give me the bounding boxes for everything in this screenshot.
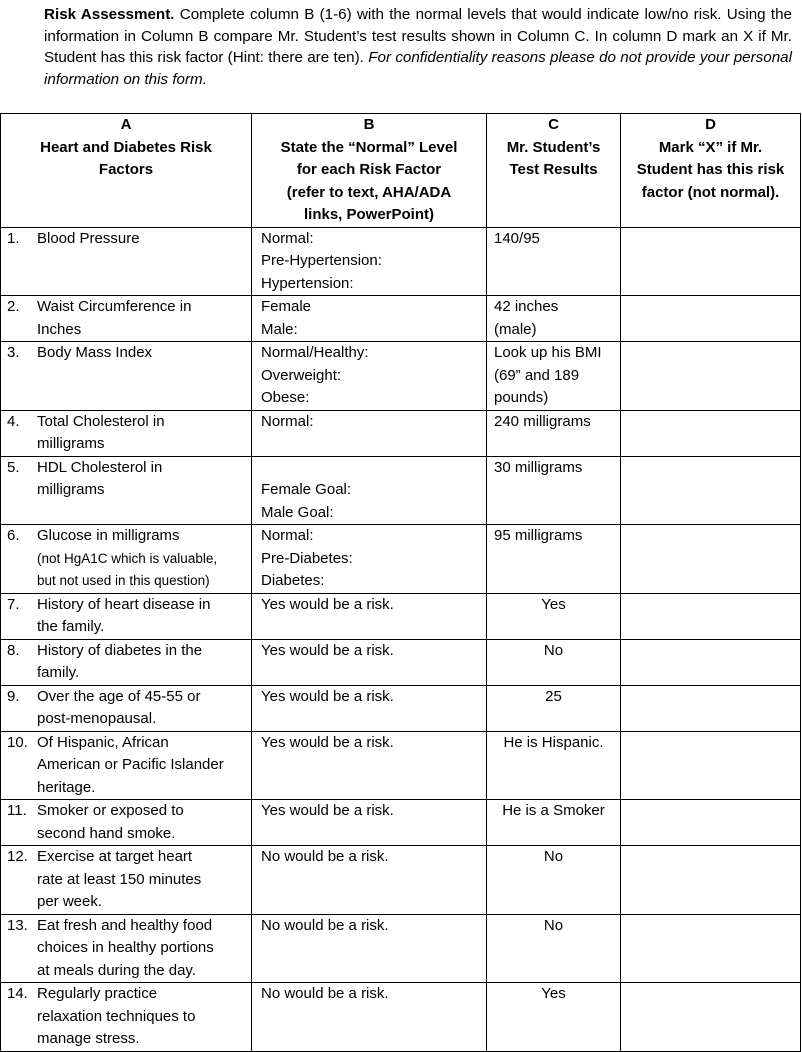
normal-level-cell[interactable]	[252, 456, 487, 525]
question-number	[14, 4, 44, 26]
mark-x-cell[interactable]	[621, 983, 801, 1052]
test-result-cell	[487, 685, 621, 731]
risk-factor-line: second hand smoke.	[37, 824, 176, 842]
normal-level-cell[interactable]	[252, 639, 487, 685]
risk-factor-line: Body Mass Index	[37, 344, 153, 361]
mark-x-cell[interactable]	[621, 846, 801, 915]
risk-factor-line: choices in healthy portions	[37, 939, 214, 956]
normal-level-label: Yes would be a risk.	[261, 733, 394, 751]
normal-level-label: Diabetes:	[261, 572, 325, 589]
header-test-results	[487, 114, 621, 228]
header-line: factor (not normal).	[641, 183, 780, 201]
test-result-value: No	[543, 641, 564, 659]
normal-level-label: Obese:	[261, 389, 310, 406]
table-row	[1, 685, 801, 731]
header-line: for each Risk Factor	[296, 161, 442, 178]
normal-level-cell[interactable]	[252, 410, 487, 456]
instructions-text: Complete column B (1-6) with the normal levels that would indicate low/no risk. Using the information in Column B compare Mr. Student’s test results shown in Column C. In column D mark an X if Mr. Student has this risk factor (Hint: there are ten).	[44, 6, 792, 66]
header-risk-factors	[1, 114, 252, 228]
table-row	[1, 914, 801, 983]
risk-factor-line: Glucose in milligrams	[37, 527, 180, 544]
risk-factor-cell	[1, 227, 252, 296]
header-normal-level	[252, 114, 487, 228]
risk-factor-cell	[1, 914, 252, 983]
normal-level-label: Pre-Hypertension:	[261, 252, 382, 269]
risk-factor-line: milligrams	[37, 435, 105, 452]
test-result-value: (69” and 189	[494, 366, 580, 384]
test-result-value: No	[543, 916, 564, 934]
risk-factor-line: rate at least 150 minutes	[37, 870, 202, 888]
mark-x-cell[interactable]	[621, 456, 801, 525]
risk-factor-line: at meals during the day.	[37, 961, 196, 979]
risk-factor-line: manage stress.	[37, 1030, 140, 1047]
row-number: 9.	[7, 687, 20, 705]
risk-factor-line: Inches	[37, 320, 82, 338]
test-result-value: He is a Smoker	[502, 802, 605, 819]
risk-factor-line: milligrams	[37, 481, 105, 498]
normal-level-label: No would be a risk.	[261, 916, 389, 934]
risk-factor-cell	[1, 296, 252, 342]
mark-x-cell[interactable]	[621, 410, 801, 456]
risk-factor-note: but not used in this question)	[37, 572, 210, 588]
normal-level-label: Normal:	[261, 527, 314, 544]
test-result-value: (male)	[494, 320, 537, 338]
column-letter: D	[705, 116, 716, 133]
normal-level-label: Pre-Diabetes:	[261, 549, 353, 567]
mark-x-cell[interactable]	[621, 914, 801, 983]
row-number: 8.	[7, 641, 20, 659]
row-number: 1.	[7, 229, 20, 247]
risk-factor-cell	[1, 983, 252, 1052]
row-number: 11.	[7, 802, 27, 819]
test-result-value: Look up his BMI	[494, 344, 602, 361]
risk-factor-line: relaxation techniques to	[37, 1007, 196, 1025]
header-line: (refer to text, AHA/ADA	[286, 183, 452, 201]
column-letter: A	[120, 116, 132, 133]
risk-factor-cell	[1, 410, 252, 456]
test-result-cell	[487, 342, 621, 411]
table-row	[1, 593, 801, 639]
table-row	[1, 410, 801, 456]
mark-x-cell[interactable]	[621, 800, 801, 846]
question-heading: Risk Assessment.	[44, 6, 175, 23]
row-number: 3.	[7, 344, 20, 361]
row-number: 13.	[7, 916, 28, 934]
test-result-value: No	[543, 848, 564, 865]
risk-factor-line: Waist Circumference in	[37, 298, 192, 315]
normal-level-label: Yes would be a risk.	[261, 687, 394, 705]
test-result-value: He is Hispanic.	[503, 733, 604, 751]
column-letter: B	[363, 116, 375, 133]
risk-factor-line: the family.	[37, 618, 105, 635]
normal-level-cell[interactable]	[252, 525, 487, 594]
normal-level-label: Yes would be a risk.	[261, 641, 394, 659]
instructions	[14, 4, 792, 90]
table-row	[1, 731, 801, 800]
risk-factor-line: Regularly practice	[37, 985, 158, 1002]
risk-factor-cell	[1, 593, 252, 639]
normal-level-cell[interactable]	[252, 342, 487, 411]
risk-factor-line: family.	[37, 664, 80, 681]
table-body	[1, 227, 801, 1051]
normal-level-cell[interactable]	[252, 731, 487, 800]
test-result-value: 95 milligrams	[494, 527, 583, 544]
table-row	[1, 456, 801, 525]
test-result-cell	[487, 456, 621, 525]
header-line: Factors	[98, 161, 154, 178]
table-row	[1, 525, 801, 594]
normal-level-label: Normal/Healthy:	[261, 344, 369, 361]
risk-factor-line: American or Pacific Islander	[37, 756, 224, 773]
normal-level-label	[261, 457, 486, 480]
risk-factor-cell	[1, 846, 252, 915]
risk-factor-cell	[1, 456, 252, 525]
normal-level-cell[interactable]	[252, 593, 487, 639]
normal-level-cell[interactable]	[252, 800, 487, 846]
table-row	[1, 800, 801, 846]
normal-level-label: Male:	[261, 320, 298, 338]
normal-level-cell[interactable]	[252, 296, 487, 342]
test-result-cell	[487, 800, 621, 846]
risk-factor-line: Over the age of 45-55 or	[37, 687, 201, 705]
test-result-cell	[487, 525, 621, 594]
normal-level-cell[interactable]	[252, 914, 487, 983]
mark-x-cell[interactable]	[621, 593, 801, 639]
row-number: 10.	[7, 733, 28, 751]
risk-assessment-table	[0, 113, 801, 1052]
risk-factor-line: Smoker or exposed to	[37, 802, 184, 819]
normal-level-cell[interactable]	[252, 227, 487, 296]
test-result-value: 30 milligrams	[494, 458, 583, 476]
test-result-value: 240 milligrams	[494, 412, 591, 430]
risk-factor-cell	[1, 342, 252, 411]
risk-factor-line: per week.	[37, 893, 103, 910]
risk-factor-cell	[1, 525, 252, 594]
risk-factor-cell	[1, 731, 252, 800]
mark-x-cell[interactable]	[621, 639, 801, 685]
test-result-value: Yes	[541, 595, 566, 613]
test-result-cell	[487, 639, 621, 685]
header-line: Mr. Student’s	[506, 138, 601, 156]
normal-level-cell[interactable]	[252, 685, 487, 731]
risk-factor-line: Eat fresh and healthy food	[37, 916, 213, 934]
normal-level-label: Hypertension:	[261, 274, 354, 292]
header-line: links, PowerPoint)	[303, 206, 435, 223]
test-result-value: Yes	[541, 985, 566, 1002]
row-number: 2.	[7, 298, 20, 315]
test-result-cell	[487, 296, 621, 342]
mark-x-cell[interactable]	[621, 731, 801, 800]
mark-x-cell[interactable]	[621, 685, 801, 731]
normal-level-label: Male Goal:	[261, 503, 334, 521]
normal-level-label: Yes would be a risk.	[261, 595, 394, 613]
risk-factor-line: heritage.	[37, 778, 96, 796]
row-number: 4.	[7, 412, 20, 430]
test-result-cell	[487, 731, 621, 800]
header-line: Student has this risk	[636, 161, 785, 178]
mark-x-cell[interactable]	[621, 296, 801, 342]
header-mark-x	[621, 114, 801, 228]
risk-factor-cell	[1, 639, 252, 685]
table-row	[1, 983, 801, 1052]
row-number: 14.	[7, 985, 28, 1002]
header-line: Mark “X” if Mr.	[658, 138, 763, 156]
normal-level-label: No would be a risk.	[261, 848, 389, 865]
row-number: 5.	[7, 458, 20, 476]
risk-factor-cell	[1, 685, 252, 731]
risk-factor-line: post-menopausal.	[37, 710, 157, 727]
test-result-value: 25	[545, 687, 562, 705]
risk-factor-line: HDL Cholesterol in	[37, 458, 163, 476]
test-result-cell	[487, 914, 621, 983]
risk-factor-note: (not HgA1C which is valuable,	[37, 550, 218, 566]
normal-level-cell[interactable]	[252, 983, 487, 1052]
test-result-cell	[487, 846, 621, 915]
row-number: 12.	[7, 848, 28, 865]
normal-level-cell[interactable]	[252, 846, 487, 915]
test-result-value: pounds)	[494, 389, 549, 406]
risk-factor-line: Blood Pressure	[37, 229, 140, 247]
table-row	[1, 846, 801, 915]
mark-x-cell[interactable]	[621, 525, 801, 594]
risk-factor-line: History of diabetes in the	[37, 641, 203, 659]
mark-x-cell[interactable]	[621, 342, 801, 411]
normal-level-label: No would be a risk.	[261, 985, 389, 1002]
table-header-row	[1, 114, 801, 228]
risk-factor-cell	[1, 800, 252, 846]
table-row	[1, 296, 801, 342]
normal-level-label: Yes would be a risk.	[261, 802, 394, 819]
test-result-cell	[487, 983, 621, 1052]
normal-level-label: Female Goal:	[261, 481, 352, 498]
test-result-value: 42 inches	[494, 298, 559, 315]
header-line: Heart and Diabetes Risk	[40, 138, 212, 156]
table-row	[1, 639, 801, 685]
normal-level-label: Female	[261, 298, 312, 315]
risk-factor-line: Exercise at target heart	[37, 848, 193, 865]
test-result-cell	[487, 227, 621, 296]
instructions-paragraph	[14, 4, 792, 90]
header-line: Test Results	[509, 161, 598, 178]
row-number: 7.	[7, 595, 20, 613]
table-row	[1, 227, 801, 296]
table-row	[1, 342, 801, 411]
column-letter: C	[548, 116, 559, 133]
test-result-cell	[487, 410, 621, 456]
normal-level-label: Normal:	[261, 229, 314, 247]
row-number: 6.	[7, 527, 20, 544]
risk-factor-line: Of Hispanic, African	[37, 733, 169, 751]
test-result-value: 140/95	[494, 229, 540, 247]
normal-level-label: Normal:	[261, 412, 314, 430]
header-line: State the “Normal” Level	[280, 138, 458, 156]
mark-x-cell[interactable]	[621, 227, 801, 296]
normal-level-label: Overweight:	[261, 366, 342, 384]
confidentiality-note: For confidentiality reasons please do not provide your personal information on this form.	[44, 49, 792, 88]
risk-factor-line: History of heart disease in	[37, 595, 211, 613]
test-result-cell	[487, 593, 621, 639]
risk-factor-line: Total Cholesterol in	[37, 412, 165, 430]
